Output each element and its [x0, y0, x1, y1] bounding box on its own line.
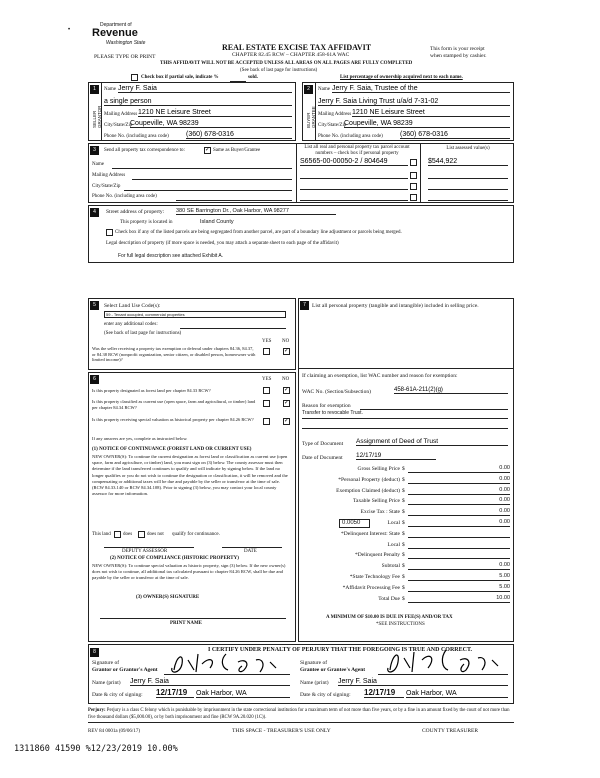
historic-no-checkbox[interactable]: ✓	[284, 418, 290, 424]
grantee-sig-label-2: Grantee or Grantee's Agent	[300, 667, 366, 673]
does-checkbox[interactable]	[114, 531, 121, 538]
seller-section-number: 1	[90, 85, 99, 94]
tax-row-value[interactable]: 0.00	[408, 562, 510, 570]
deputy-assessor-label: DEPUTY ASSESSOR	[122, 549, 168, 554]
doc-type-label: Type of Document	[302, 441, 344, 447]
exemption-question: Was the seller receiving a property tax exemption or deferral under chapters 84.36, 84.37, or 84.38 RCW (nonprofit organization, senior citizen, or disabled person, homeowner with limited income)?	[92, 346, 256, 362]
section8-number: 8	[90, 648, 99, 657]
same-as-buyer-checkbox[interactable]: ✓	[205, 147, 211, 153]
grantee-city[interactable]: Oak Harbor, WA	[406, 690, 508, 698]
perjury-text: Perjury is a class C felony which is punishable by imprisonment in the state correctional institution for a maximum term of not more than five years, or by a fine in an amount fixed by the court of not more than five thousand dollars ($5,000.00), or by both imprisonment and fine (RCW 9A.20.020 (1C)).	[88, 708, 510, 720]
does-not-checkbox[interactable]	[138, 531, 145, 538]
doc-date-label: Date of Document	[302, 455, 343, 461]
doc-type[interactable]: Assignment of Deed of Trust	[356, 438, 508, 446]
section5-number: 5	[90, 301, 99, 310]
buyer-section-number: 2	[304, 85, 313, 94]
parcel-header: List all real and personal property tax parcel account numbers – check box if personal property	[304, 145, 410, 156]
same-as-buyer-label: Same as Buyer/Grantee	[213, 148, 261, 153]
tax-row-dollar: $	[402, 509, 405, 515]
tax-row-dollar: $	[402, 542, 405, 548]
deputy-date-label: DATE	[244, 549, 257, 554]
exemption-yes-checkbox[interactable]	[263, 348, 270, 355]
notice2-body: NEW OWNER(S): To continue special valuation as historic property, sign (3) below. If the new owner(s) does not wish to continue, all additional tax calculated pursuant to chapter 84.26 RCW, shall be due and payable by the seller or transferor at the time of sale.	[92, 563, 286, 581]
tax-row-value[interactable]: 5.00	[408, 573, 510, 581]
rev-number: REV 84 0001a (09/06/17)	[88, 729, 140, 734]
located-county[interactable]: Island County	[200, 219, 234, 225]
tax-row-value[interactable]: 0.00	[408, 476, 510, 484]
grantee-print-name[interactable]: Jerry F. Saia	[338, 678, 508, 686]
doc-date[interactable]: 12/17/19	[356, 452, 436, 460]
tax-row-label: *State Technology Fee	[349, 574, 400, 580]
parcel-number[interactable]: S6565-00-00050-2 / 804649	[300, 158, 408, 166]
personal-property-checkbox-1[interactable]	[410, 159, 417, 166]
exemption-reason[interactable]: Transfer to revocable Trust.	[302, 410, 363, 416]
section6-number: 6	[90, 375, 99, 384]
please-type: PLEASE TYPE OR PRINT	[94, 54, 156, 60]
seller-name-label: Name	[104, 87, 116, 92]
legal-description[interactable]: For full legal description see attached Exhibit A.	[118, 253, 224, 259]
section3-divider	[296, 143, 297, 203]
seller-name-line2[interactable]: a single person	[104, 98, 292, 106]
land-use-see-back: (See back of last page for instructions)	[104, 331, 182, 336]
agency-state: Washington State	[106, 40, 146, 46]
sold-label: sold.	[248, 75, 258, 80]
tax-row-value[interactable]: 0.00	[408, 465, 510, 473]
recording-stamp: 1311860 41590 %12/23/2019 10.00%	[14, 744, 178, 754]
tax-row-dollar: $	[402, 596, 405, 602]
forest-land-question: Is this property designated as forest land per chapter 84.33 RCW?	[92, 388, 211, 393]
historic-yes-checkbox[interactable]	[263, 418, 270, 425]
form-chapter: CHAPTER 82.45 RCW – CHAPTER 458-61A WAC	[232, 52, 350, 58]
buyer-name-line2[interactable]: Jerry F. Saia Living Trust u/a/d 7-31-02	[318, 98, 510, 106]
section4-number: 4	[90, 208, 99, 217]
parcel-line-3	[300, 189, 408, 190]
see-instructions: *SEE INSTRUCTIONS	[376, 622, 425, 627]
agency-top: Department of	[100, 22, 132, 28]
grantee-date-label: Date & city of signing:	[300, 692, 351, 698]
owner-signature-label: (3) OWNER(S) SIGNATURE	[136, 595, 200, 600]
wac-label: WAC No. (Section/Subsection)	[302, 389, 371, 395]
assessed-header: List assessed value(s)	[446, 146, 490, 151]
tax-row-value[interactable]	[408, 530, 510, 538]
buyer-phone[interactable]: (360) 678-0316	[400, 131, 510, 139]
footer-rule	[88, 722, 514, 723]
tax-row-dollar: $	[402, 531, 405, 537]
grantor-city[interactable]: Oak Harbor, WA	[196, 690, 290, 698]
grantor-date[interactable]: 12/17/19	[156, 688, 194, 698]
tax-row-value[interactable]: 10.00	[408, 595, 510, 603]
form-title: REAL ESTATE EXCISE TAX AFFIDAVIT	[222, 43, 372, 52]
local-rate[interactable]: 0.0050	[342, 520, 361, 526]
grantor-print-name[interactable]: Jerry F. Saia	[130, 678, 290, 686]
receipt-note-1: This form is your receipt	[430, 46, 485, 52]
buyer-side-label: BUYER GRANTEE	[306, 106, 316, 128]
exemption-no-checkbox[interactable]: ✓	[284, 348, 290, 354]
s6-no-header: NO	[282, 377, 290, 382]
does-not-label: does not	[147, 532, 164, 537]
tax-row-value[interactable]	[408, 551, 510, 559]
historic-question: Is this property receiving special valuation as historical property per chapter 84.26 RCW?	[92, 417, 254, 422]
tax-row-dollar: $	[402, 563, 405, 569]
reason-label: Reason for exemption	[302, 403, 351, 409]
yes-header: YES	[262, 339, 272, 344]
buyer-mailing[interactable]: 1210 NE Leisure Street	[352, 109, 510, 117]
reason-line	[360, 409, 508, 410]
wac-number[interactable]: 458-61A-211(2)(g)	[394, 387, 508, 394]
minimum-due-note: A MINIMUM OF $10.00 IS DUE IN FEE(S) AND/OR TAX	[326, 615, 453, 620]
correspondence-phone-label: Phone No. (including area code)	[92, 194, 157, 199]
grantor-sig-label-2: Grantor or Grantor's Agent	[92, 667, 158, 673]
s7-divider	[298, 368, 514, 369]
reason-line-3	[302, 428, 508, 429]
current-use-no-checkbox[interactable]: ✓	[284, 400, 290, 406]
does-label: does	[123, 532, 133, 537]
tax-row-dollar: $	[402, 574, 405, 580]
tax-row-label: Taxable Selling Price	[353, 498, 400, 504]
current-use-question: Is this property classified as current use (open space, farm and agricultural, or timber) land per chapter 84.34 RCW?	[92, 399, 256, 410]
tax-row-dollar: $	[402, 488, 405, 494]
correspondence-phone-line	[176, 200, 292, 201]
segregated-checkbox[interactable]	[106, 229, 113, 236]
notice2-title: (2) NOTICE OF COMPLIANCE (HISTORIC PROPERTY)	[110, 556, 239, 561]
personal-property-label: List all personal property (tangible and intangible) included in selling price.	[312, 303, 479, 309]
additional-codes-line	[180, 328, 286, 329]
parcel-line-4	[300, 200, 408, 201]
agency-logo	[90, 22, 160, 48]
personal-property-checkbox-4[interactable]	[410, 194, 417, 201]
street-address-label: Street address of property:	[106, 209, 165, 215]
seller-mailing[interactable]: 1210 NE Leisure Street	[138, 109, 292, 117]
parcel-line-2	[300, 178, 408, 179]
correspondence-name-label: Name	[92, 162, 104, 167]
notice1-title: (1) NOTICE OF CONTINUANCE (FOREST LAND OR CURRENT USE)	[92, 447, 252, 452]
forest-no-checkbox[interactable]: ✓	[284, 387, 290, 393]
correspondence-mailing-line	[132, 179, 292, 180]
tax-row-value[interactable]: 0.00	[408, 487, 510, 495]
owner-signature-line	[100, 618, 286, 619]
grantor-sig-label-1: Signature of	[92, 660, 120, 666]
personal-property-checkbox-3[interactable]	[410, 183, 417, 190]
grantor-date-label: Date & city of signing:	[92, 692, 143, 698]
tax-row-label: *Delinquent Interest: State	[341, 531, 400, 537]
tax-row-dollar: $	[402, 585, 405, 591]
tax-row-value[interactable]: 5.00	[408, 584, 510, 592]
partial-sale-checkbox[interactable]	[131, 74, 138, 81]
certify-statement: I CERTIFY UNDER PENALTY OF PERJURY THAT THE FOREGOING IS TRUE AND CORRECT.	[208, 647, 473, 653]
s6-yes-header: YES	[262, 377, 272, 382]
buyer-mailing-label: Mailing Address	[318, 112, 352, 117]
tax-row-dollar: $	[402, 498, 405, 504]
correspondence-city-line	[124, 190, 292, 191]
tax-row-label: *Affidavit Processing Fee	[342, 585, 400, 591]
forest-land-section	[88, 372, 296, 642]
send-correspondence-label: Send all property tax correspondence to:	[104, 148, 185, 153]
personal-property-checkbox-2[interactable]	[410, 172, 417, 179]
tax-row-label: *Personal Property (deduct)	[338, 477, 400, 483]
tax-row-label: *Delinquent Penalty	[354, 552, 400, 558]
no-header: NO	[282, 339, 290, 344]
tax-row-dollar: $	[402, 552, 405, 558]
seller-city[interactable]: Coupeville, WA 98239	[130, 120, 292, 128]
section3-number: 3	[90, 146, 99, 155]
grantee-date[interactable]: 12/17/19	[364, 688, 404, 698]
perjury-title: Perjury:	[88, 708, 106, 713]
buyer-phone-label: Phone No. (including area code)	[318, 134, 383, 139]
seller-phone-label: Phone No. (including area code)	[104, 134, 169, 139]
located-label: This property is located in	[120, 220, 173, 225]
tax-row-dollar: $	[402, 477, 405, 483]
section7-number: 7	[300, 301, 309, 310]
assessed-line-2	[428, 178, 508, 179]
list-percentage-note: List percentage of ownership acquired next to each name.	[340, 75, 463, 80]
grantor-signature	[166, 650, 286, 676]
perjury-notice	[88, 708, 516, 721]
assessed-value[interactable]: $544,922	[428, 158, 508, 166]
seller-side-label: SELLER GRANTOR	[92, 105, 102, 128]
segregated-label: Check box if any of the listed parcels are being segregated from another parcel, are part of a boundary line adjustment or parcels being merged.	[115, 230, 402, 235]
grantee-signature	[382, 648, 506, 676]
qualify-label: qualify for continuance.	[172, 532, 220, 537]
this-land-label: This land	[92, 532, 111, 537]
buyer-name-label: Name	[318, 87, 330, 92]
tax-row-value[interactable]: 0.00	[408, 519, 510, 527]
buyer-name[interactable]: Jerry F. Saia, Trustee of the	[332, 85, 510, 93]
land-use-value: 59 - Tenant occupied, commercial properties	[106, 312, 185, 317]
tax-row-value[interactable]: 0.00	[408, 508, 510, 516]
tax-row-label: Exemption Claimed (deduct)	[336, 488, 400, 494]
tax-row-label: Local	[387, 520, 400, 526]
grantee-print-label: Name (print)	[300, 680, 329, 686]
print-name-label: PRINT NAME	[170, 621, 202, 626]
seller-divider	[101, 82, 102, 141]
notice1-body: NEW OWNER(S): To continue the current designation as forest land or classification as current use (open space, farm and agriculture, or timber) land, you must sign on (3) below. The county assessor must then determine if the land transferred continues to qualify and will indicate by signing below. If the land no longer qualifies or you do not wish to continue the designation or classification, it will be removed and the compensating or additional taxes will be due and payable by the seller or transferor at the time of sale. (RCW 84.33.140 or RCW 84.34.108). Prior to signing (3) below, you may contact your local county assessor for more information.	[92, 454, 288, 497]
grantee-sig-label-1: Signature of	[300, 660, 328, 666]
form-warning: THIS AFFIDAVIT WILL NOT BE ACCEPTED UNLESS ALL AREAS ON ALL PAGES ARE FULLY COMPLETED	[160, 61, 413, 66]
corner-mark: •	[68, 27, 71, 33]
assessed-line-3	[428, 189, 508, 190]
tax-row-value[interactable]	[408, 541, 510, 549]
seller-mailing-label: Mailing Address	[104, 112, 138, 117]
buyer-city-label: City/State/Zip	[318, 123, 347, 128]
additional-codes-label: enter any additional codes:	[104, 322, 158, 327]
county-treasurer: COUNTY TREASURER	[422, 728, 479, 734]
forest-yes-checkbox[interactable]	[263, 387, 270, 394]
tax-row-label: Local	[387, 542, 400, 548]
seller-city-label: City/State/Zip	[104, 123, 133, 128]
deputy-line	[104, 547, 194, 548]
claiming-exemption-label: If claiming an exemption, list WAC number and reason for exemption:	[302, 373, 458, 379]
street-address[interactable]: 380 SE Barrington Dr., Oak Harbor, WA 98277	[176, 208, 336, 215]
legal-description-label: Legal description of property (if more space is needed, you may attach a separate sheet to each page of the affidavit)	[106, 241, 339, 246]
tax-row-label: Gross Selling Price	[357, 466, 400, 472]
agency-name: Revenue	[92, 27, 138, 39]
grantor-print-label: Name (print)	[92, 680, 121, 686]
buyer-divider	[315, 82, 316, 141]
treasurer-use-only: THIS SPACE - TREASURER'S USE ONLY	[232, 728, 331, 734]
correspondence-name-line	[112, 168, 292, 169]
tax-row-value[interactable]: 0.00	[408, 497, 510, 505]
land-use-label: Select Land Use Code(s):	[104, 303, 161, 309]
assessed-line-4	[428, 200, 508, 201]
tax-row-label: Excise Tax : State	[360, 509, 400, 515]
partial-sale-label: Check box if partial sale, indicate %	[141, 75, 219, 80]
current-use-yes-checkbox[interactable]	[263, 400, 270, 407]
seller-name[interactable]: Jerry F. Saia	[118, 85, 292, 93]
receipt-note-2: when stamped by cashier.	[430, 53, 487, 59]
tax-row-dollar: $	[402, 520, 405, 526]
if-yes-note: If any answers are yes, complete as instructed below.	[92, 436, 188, 441]
tax-row-dollar: $	[402, 466, 405, 472]
tax-row-label: Subtotal	[381, 563, 400, 569]
reason-line-2	[302, 418, 508, 419]
assessed-divider	[420, 143, 421, 203]
seller-phone[interactable]: (360) 678-0316	[186, 131, 292, 139]
buyer-city[interactable]: Coupeville, WA 98239	[344, 120, 510, 128]
correspondence-mailing-label: Mailing Address	[92, 173, 126, 178]
deputy-date-line	[222, 547, 282, 548]
correspondence-city-label: City/State/Zip	[92, 184, 121, 189]
tax-row-label: Total Due	[378, 596, 400, 602]
see-back-note: (See back of last page for instructions)	[240, 68, 318, 73]
